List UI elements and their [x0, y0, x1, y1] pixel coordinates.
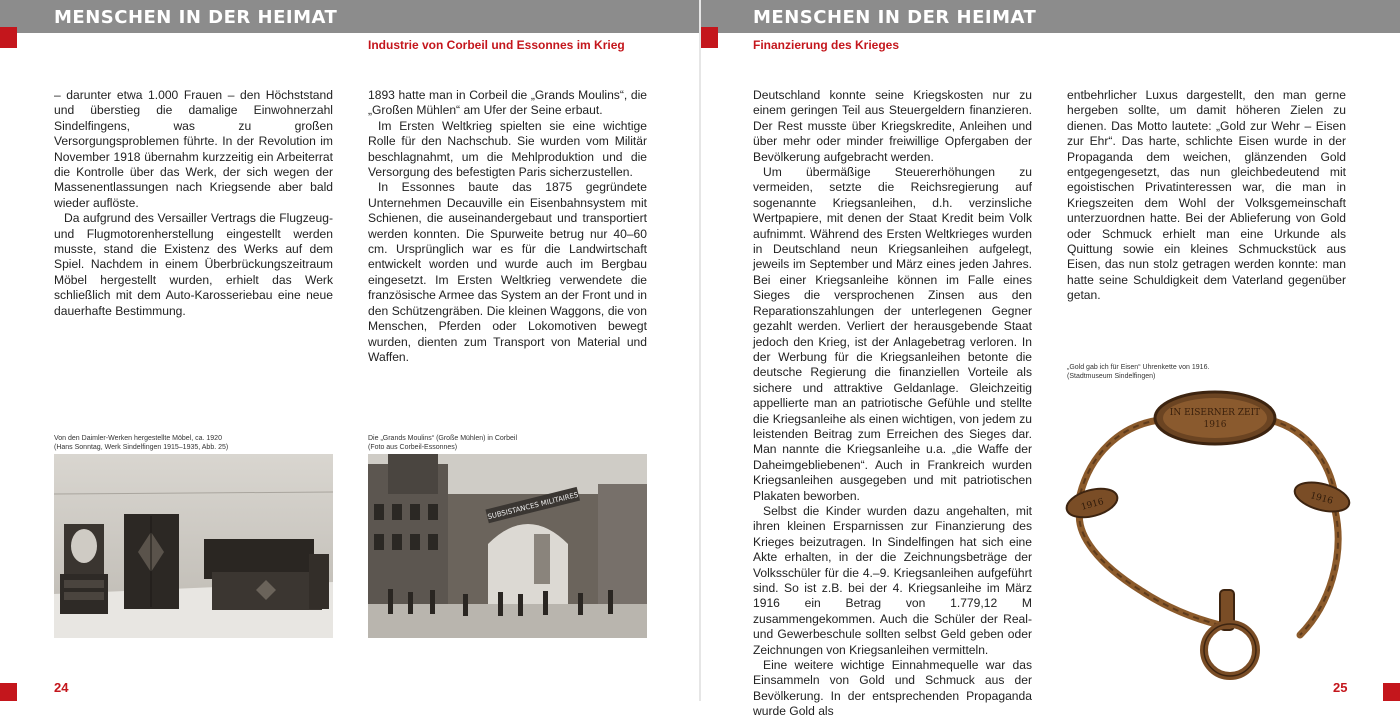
furniture-photo-caption	[54, 435, 228, 452]
caption-line: Die „Grands Moulins“ (Große Mühlen) in Corbeil	[368, 435, 517, 442]
right-text-column-1	[753, 88, 1032, 720]
chain-left-plate-year: 1916	[1080, 497, 1105, 513]
right-page-title: MENSCHEN IN DER HEIMAT	[753, 7, 1037, 28]
left-top-marker	[0, 27, 17, 48]
paragraph: – darunter etwa 1.000 Frauen – den Höchststand und überstieg die damalige Einwohnerzahl Sindelfingens, was zu großen Versorgungsproblemen führte. In der Revolution im November 1918 übernahm kurzzeitig ein Arbeiterrat die Kontrolle über das Werk, der sich wegen der Massenentlassungen nach Kriegsende aber bald wieder auflöste.	[54, 88, 333, 210]
right-page-number: 25	[1333, 680, 1348, 695]
iron-chain-photo	[1060, 385, 1352, 685]
right-text-column-2	[1067, 88, 1346, 304]
paragraph: Um übermäßige Steuererhöhungen zu vermeiden, setzte die Reichsregierung auf sogenannte Kriegsanleihen, d.h. verzinsliche Wertpapiere, mit denen der Staat Kredit beim Volk aufnimmt. Während des Ersten Weltkrieges wurden in Deutschland neun Kriegsanleihen aufgelegt, jeweils im September und März eines jeden Jahres. Bei einer Kriegsanleihe können im Falle eines Sieges die versprochenen Zinsen aus den Reparationszahlungen der unterlegenen Gegner gezahlt werden. Verliert der herausgebende Staat jedoch den Krieg, ist der Anlagebetrag verloren. In der Werbung für die Kriegsanleihen betonte die deutsche Regierung die finanziellen Vorteile als sichere und attraktive Geldanlage. Gleichzeitig appellierte man an patriotische Gefühle und stellte die Kriegsanleihe als einen wichtigen, von jedem zu leistenden Beitrag zum Erreichen des Sieges dar. Man nannte die Kriegsanleihe u.a. „die Waffe der Daheimgebliebenen“. Auch in Frankreich wurden Kriegsanleihen ausgegeben und mit patriotischen Plakaten beworben.	[753, 165, 1032, 503]
paragraph: Selbst die Kinder wurden dazu angehalten, mit ihren kleinen Ersparnissen zur Finanzierung des Krieges beizutragen. In Sindelfingen hat sich eine Akte erhalten, in der die Zeichnungsbeträge der Volksschüler für die 4.–9. Kriegsanleihen aufgeführt sind. So ist z.B. bei der 4. Kriegsanleihe im März 1916 ein Betrag von 1.779,12 M zusammengekommen. Auch die Schüler der Real- und Gewerbeschule sollten selbst Geld geben oder Zeichnungen von Kriegsanleihen vermitteln.	[753, 503, 1032, 657]
right-top-marker	[701, 27, 718, 48]
left-page-number: 24	[54, 680, 69, 695]
mill-gate-photo	[368, 454, 647, 638]
page-spine	[699, 0, 701, 701]
chain-plate-year: 1916	[1203, 420, 1227, 430]
left-subheading: Industrie von Corbeil und Essonnes im Krieg	[368, 38, 625, 52]
chain-plate-motto: IN EISERNER ZEIT	[1169, 408, 1261, 418]
right-bottom-marker	[1383, 683, 1400, 701]
chain-right-plate-year: 1916	[1309, 491, 1334, 507]
paragraph: Eine weitere wichtige Einnahmequelle war das Einsammeln von Gold und Schmuck aus der Bevölkerung. In der entsprechenden Propaganda wurde Gold als	[753, 658, 1032, 719]
paragraph: Deutschland konnte seine Kriegskosten nur zu einem geringen Teil aus Steuergeldern finanzieren. Der Rest musste über Kriegskredite, Anleihen und über mehr oder minder freiwillige Opfergaben der Bevölkerung aufgebracht werden.	[753, 88, 1032, 164]
paragraph: Im Ersten Weltkrieg spielten sie eine wichtige Rolle für den Nachschub. Sie wurden vom Militär beschlagnahmt, um die Mehlproduktion und die Versorgung des befestigten Paris sicherzustellen.	[368, 118, 647, 180]
furniture-photo	[54, 454, 333, 638]
chain-photo-caption	[1067, 364, 1209, 381]
caption-line: (Hans Sonntag, Werk Sindelfingen 1915–1935, Abb. 25)	[54, 443, 229, 451]
paragraph: entbehrlicher Luxus dargestellt, den man gerne hergeben sollte, um damit höheren Zielen zu dienen. Das Motto lautete: „Gold zur Wehr – Eisen zur Ehr“. Das harte, schlichte Eisen wurde in der Propaganda dem weichen, glänzenden Gold entgegengesetzt, das nun gleichbedeutend mit egoistischen Privatinteressen war, die man in Kriegszeiten dem Wohl der Volksgemeinschaft unterzuordnen hatte. Bei der Ablieferung von Gold oder Schmuck erhielt man eine Urkunde als Quittung sowie ein kleines Schmuckstück aus Eisen, das nun stolz getragen werden konnte: man hatte seine Schuldigkeit dem Vaterland gegenüber getan.	[1067, 88, 1346, 303]
left-page-title: MENSCHEN IN DER HEIMAT	[54, 7, 338, 28]
right-subheading: Finanzierung des Krieges	[753, 38, 900, 52]
caption-line: (Foto aus Corbeil-Essonnes)	[368, 443, 458, 451]
left-bottom-marker	[0, 683, 17, 701]
paragraph: 1893 hatte man in Corbeil die „Grands Moulins“, die „Großen Mühlen“ am Ufer der Seine erbaut.	[368, 88, 647, 118]
paragraph: Da aufgrund des Versailler Vertrags die Flugzeug- und Flugmotorenherstellung eingestellt werden musste, stand die Existenz des Werks auf dem Spiel. Nachdem in einem Überbrückungszeitraum Möbel hergestellt wurden, erhielt das Werk schließlich mit dem Auto-Karosseriebau eine neue dauerhafte Bestimmung.	[54, 211, 333, 318]
left-text-column-2	[368, 88, 647, 365]
caption-line: „Gold gab ich für Eisen“ Uhrenkette von 1916.	[1067, 364, 1210, 371]
left-text-column-1	[54, 88, 333, 319]
caption-line: (Stadtmuseum Sindelfingen)	[1067, 372, 1156, 380]
caption-line: Von den Daimler-Werken hergestellte Möbel, ca. 1920	[54, 435, 222, 442]
mill-photo-caption	[368, 435, 517, 452]
gate-sign-text: SUBSISTANCES MILITAIRES	[486, 490, 580, 522]
paragraph: In Essonnes baute das 1875 gegründete Unternehmen Decauville ein Eisenbahnsystem mit Schienen, die auseinandergebaut und transportiert werden konnten. Die Spurweite betrug nur 40–60 cm. Ursprünglich war es für die Landwirtschaft entwickelt worden und wurde auch im Bergbau eingesetzt. Im Ersten Weltkrieg verwendete die französische Armee das System an der Front und in den Schützengräben. Die kleinen Waggons, die von Menschen, Pferden oder Lokomotiven bewegt wurden, dienten zum Transport von Material und Waffen.	[368, 180, 647, 364]
